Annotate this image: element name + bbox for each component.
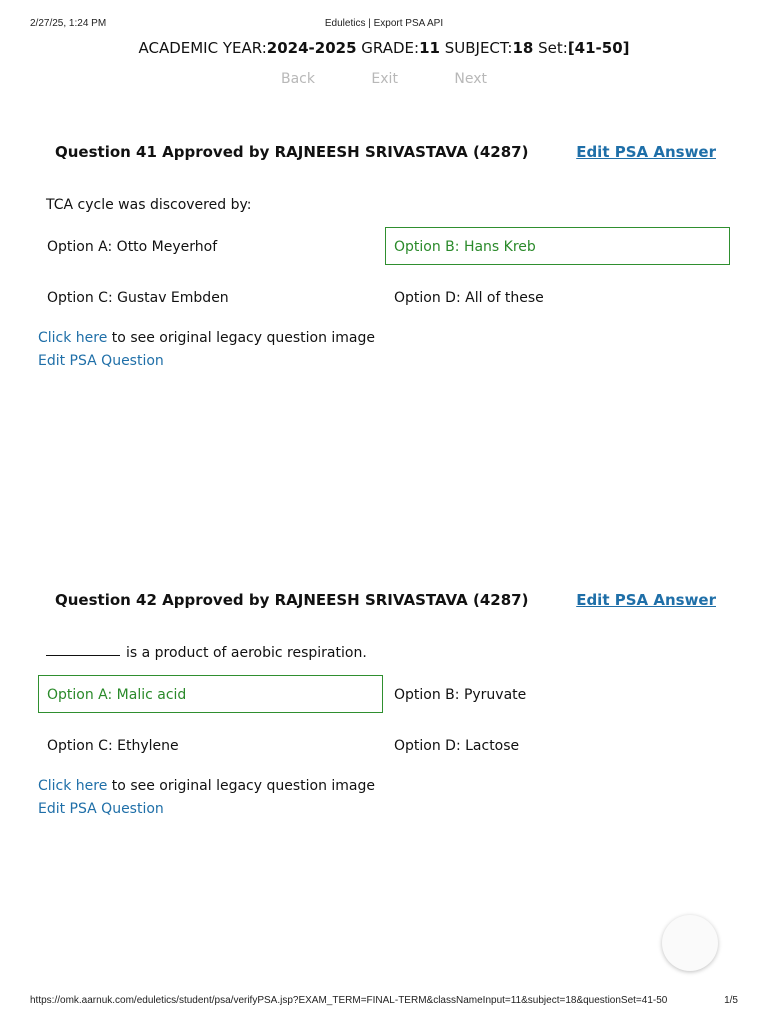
print-footer <box>30 995 738 1009</box>
back-button[interactable]: Back <box>280 71 315 87</box>
grade-value: 11 <box>419 39 440 57</box>
next-button[interactable]: Next <box>454 71 488 87</box>
legacy-image-link[interactable]: Click here <box>38 778 108 794</box>
option-b-correct: Option B: Hans Kreb <box>385 227 730 265</box>
option-d: Option D: All of these <box>394 290 544 306</box>
set-label: Set: <box>538 39 568 57</box>
legacy-image-line <box>38 330 375 346</box>
page-number: 1/5 <box>724 995 738 1006</box>
edit-psa-answer-link[interactable]: Edit PSA Answer <box>576 143 716 161</box>
subject-value: 18 <box>512 39 534 57</box>
option-a-correct: Option A: Malic acid <box>38 675 383 713</box>
print-page-title: Eduletics | Export PSA API <box>324 18 444 29</box>
option-b: Option B: Pyruvate <box>394 687 527 703</box>
academic-year-value: 2024-2025 <box>266 39 357 57</box>
option-d: Option D: Lactose <box>394 738 520 754</box>
edit-psa-answer-link[interactable]: Edit PSA Answer <box>576 591 716 609</box>
set-value: [41-50] <box>567 39 630 57</box>
option-c: Option C: Gustav Embden <box>47 290 229 306</box>
question-header: Question 41 Approved by RAJNEESH SRIVASTAVA (4287) <box>55 143 529 161</box>
option-c: Option C: Ethylene <box>47 738 179 754</box>
legacy-image-line <box>38 778 375 794</box>
question-text-line <box>46 645 367 661</box>
question-card <box>38 591 732 831</box>
edit-psa-question-link[interactable]: Edit PSA Question <box>38 801 164 817</box>
floating-action-button[interactable] <box>662 915 718 971</box>
question-text: is a product of aerobic respiration. <box>126 645 367 661</box>
academic-year-label: ACADEMIC YEAR: <box>138 39 267 57</box>
question-header: Question 42 Approved by RAJNEESH SRIVASTAVA (4287) <box>55 591 529 609</box>
legacy-image-text: to see original legacy question image <box>107 330 376 346</box>
edit-psa-question-link[interactable]: Edit PSA Question <box>38 353 164 369</box>
grade-label: GRADE: <box>361 39 420 57</box>
exit-button[interactable]: Exit <box>371 71 398 87</box>
legacy-image-link[interactable]: Click here <box>38 330 108 346</box>
print-timestamp: 2/27/25, 1:24 PM <box>30 18 107 29</box>
nav-bar <box>0 71 768 87</box>
legacy-image-text: to see original legacy question image <box>107 778 376 794</box>
fill-in-blank <box>46 654 120 656</box>
subject-label: SUBJECT: <box>444 39 513 57</box>
print-header <box>30 18 738 32</box>
question-text: TCA cycle was discovered by: <box>46 197 252 213</box>
question-card <box>38 143 732 383</box>
page-url: https://omk.aarnuk.com/eduletics/student/psa/verifyPSA.jsp?EXAM_TERM=FINAL-TERM&classNameInput=11&subject=18&questionSet=41-50 <box>30 995 668 1006</box>
option-a: Option A: Otto Meyerhof <box>47 239 218 255</box>
academic-info <box>0 39 768 57</box>
